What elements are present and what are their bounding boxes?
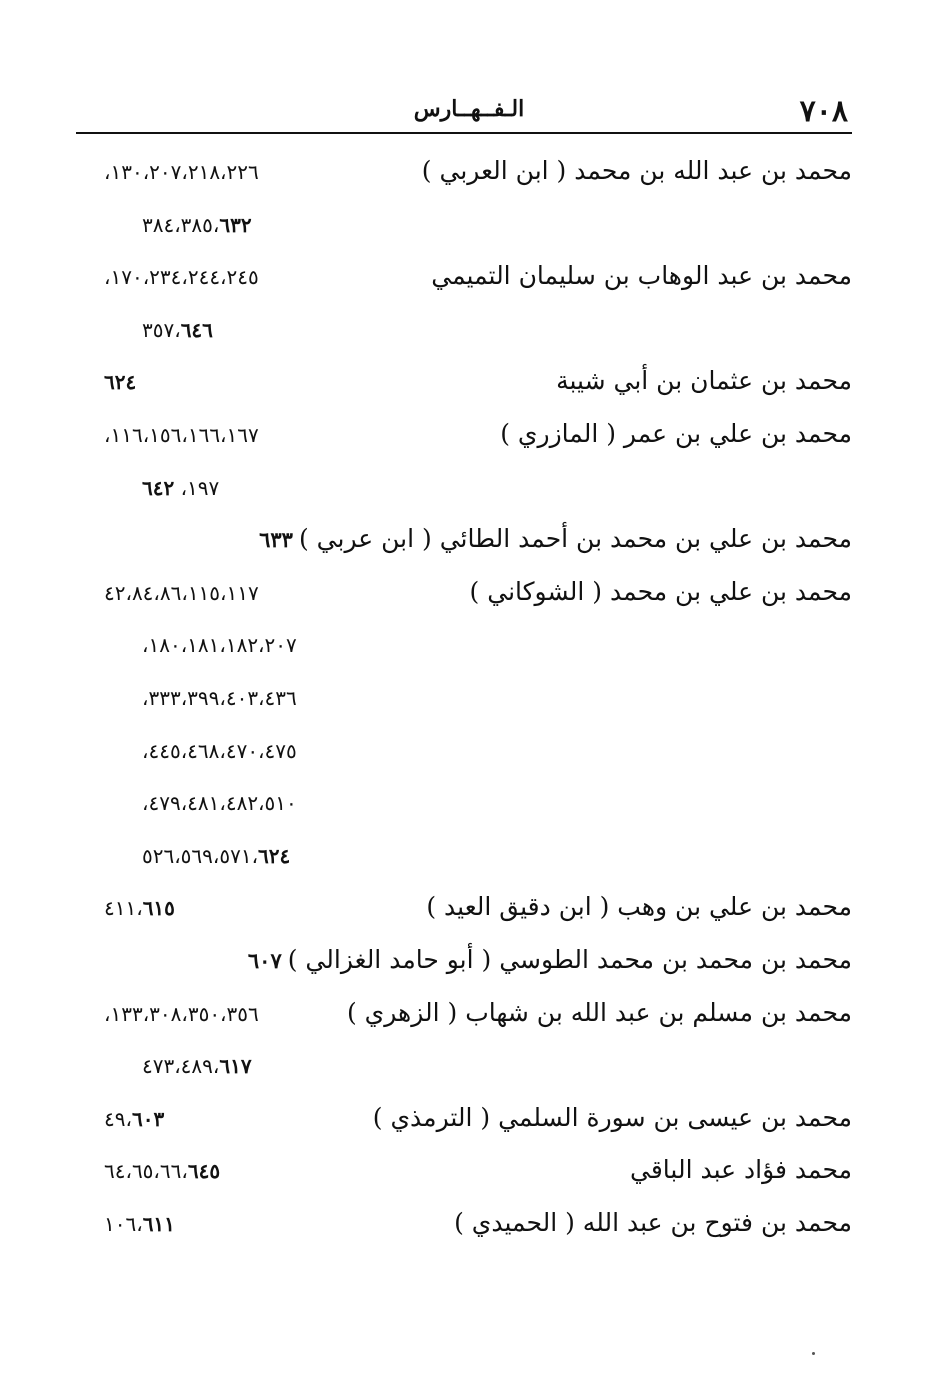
entry-pages: [142, 686, 402, 710]
index-entry: [80, 939, 852, 992]
entry-main-page: ٦٤٦: [180, 317, 213, 342]
entry-name: [422, 156, 852, 185]
entry-pages: [104, 1107, 404, 1131]
entry-page-list: ٤٤٥،٤٦٨،٤٧٠،٤٧٥،: [142, 738, 297, 763]
entry-main-page: ٦٠٣: [131, 1106, 165, 1131]
entry-main-page: ٦١٧: [219, 1054, 252, 1079]
entry-page-list: ١٨٠،١٨١،١٨٢،٢٠٧،: [142, 633, 297, 658]
entry-name-text: محمد بن عثمان بن أبي شيبة: [556, 366, 852, 396]
entry-pages: [142, 739, 402, 763]
page-header: [76, 92, 852, 132]
index-entry: [80, 1044, 852, 1097]
entry-page-list: ١٣٠،٢٠٧،٢١٨،٢٢٦،: [104, 160, 259, 184]
index-entry: [80, 729, 852, 782]
index-entry: [80, 1202, 852, 1255]
index-entry: [80, 518, 852, 571]
name-index-list: [80, 150, 852, 1254]
entry-name: [556, 366, 852, 395]
running-title: الـفــهــارس: [413, 96, 525, 122]
entry-pages: [142, 476, 402, 500]
entry-main-page: ٦٤٢: [142, 475, 175, 500]
index-entry: [80, 360, 852, 413]
entry-main-page: ٦٣٣: [259, 527, 293, 553]
index-entry: [80, 834, 852, 887]
entry-main-page: ٦٤٥: [187, 1159, 221, 1184]
entry-page-list: ٤١١،: [104, 896, 143, 921]
entry-pages: [142, 633, 402, 657]
entry-name-text: محمد بن علي بن محمد بن أحمد الطائي ( ابن عربي ): [298, 524, 852, 554]
entry-name: [259, 524, 852, 553]
entry-page-list: ٥٢٦،٥٦٩،٥٧١،: [142, 843, 259, 868]
index-entry: [80, 150, 852, 203]
entry-page-list: ١٣٣،٣٠٨،٣٥٠،٣٥٦،: [104, 1001, 259, 1026]
entry-pages: [104, 581, 404, 605]
index-entry: [80, 203, 852, 256]
entry-main-page: ٦٣٢: [219, 212, 252, 237]
entry-main-page: ٦٢٤: [258, 843, 291, 868]
entry-page-list: ٤٧٣،٤٨٩،: [142, 1054, 220, 1079]
entry-main-page: ٦١٥: [142, 896, 175, 921]
entry-main-page: ٦١١: [142, 1211, 175, 1236]
entry-page-list: ١٠٦،: [104, 1211, 143, 1236]
index-entry: [80, 466, 852, 519]
index-entry: [80, 1149, 852, 1202]
entry-name-text: محمد بن علي بن عمر ( المازري ): [500, 418, 852, 448]
entry-name-text: محمد فؤاد عبد الباقي: [630, 1155, 852, 1185]
entry-name-text: محمد بن عيسى بن سورة السلمي ( الترمذي ): [372, 1102, 852, 1132]
entry-name-text: محمد بن فتوح بن عبد الله ( الحميدي ): [454, 1207, 852, 1237]
entry-name: [248, 945, 852, 974]
entry-pages: [104, 370, 404, 394]
index-entry: [80, 571, 852, 624]
entry-name-text: محمد بن محمد بن محمد الطوسي ( أبو حامد الغزالي ): [287, 944, 852, 974]
header-rule: [76, 132, 852, 134]
entry-page-list: ٣٥٧،: [142, 317, 181, 342]
scan-speck: [812, 1352, 815, 1355]
entry-name: [454, 1208, 852, 1237]
index-entry: [80, 255, 852, 308]
entry-name: [426, 892, 852, 921]
entry-pages: [104, 1159, 404, 1183]
index-entry: [80, 413, 852, 466]
entry-pages: [104, 423, 404, 447]
entry-pages: [142, 844, 402, 868]
entry-page-list: ٣٣٣،٣٩٩،٤٠٣،٤٣٦،: [142, 685, 297, 710]
index-entry: [80, 992, 852, 1045]
entry-name: [470, 577, 852, 606]
entry-name: [500, 419, 852, 448]
index-entry: [80, 308, 852, 361]
entry-name-text: محمد بن مسلم بن عبد الله بن شهاب ( الزهري ): [346, 997, 852, 1027]
entry-name-text: محمد بن عبد الله بن محمد ( ابن العربي ): [421, 156, 852, 185]
index-entry: [80, 886, 852, 939]
entry-pages: [104, 265, 404, 289]
entry-name: [630, 1155, 852, 1184]
index-entry: [80, 781, 852, 834]
entry-name: [373, 1103, 852, 1132]
entry-pages: [104, 896, 404, 920]
entry-name-text: محمد بن عبد الوهاب بن سليمان التميمي: [431, 261, 852, 291]
entry-name: [347, 998, 852, 1027]
entry-name-text: محمد بن علي بن محمد ( الشوكاني ): [469, 576, 852, 606]
page-number: ٧٠٨: [799, 94, 848, 129]
entry-pages: [142, 791, 402, 815]
entry-main-page: ٦٢٤: [104, 370, 137, 395]
entry-name: [431, 261, 852, 290]
entry-pages: [104, 1002, 404, 1026]
entry-pages: [142, 1054, 402, 1078]
entry-pages: [104, 1212, 404, 1236]
index-entry: [80, 623, 852, 676]
entry-page-list: ٤٧٩،٤٨١،٤٨٢،٥١٠،: [142, 791, 297, 816]
entry-page-list: ٤٢،٨٤،٨٦،١١٥،١١٧: [104, 580, 259, 605]
entry-pages: [104, 160, 404, 184]
entry-name-text: محمد بن علي بن وهب ( ابن دقيق العيد ): [426, 892, 852, 922]
entry-page-list: ١٩٧،: [174, 475, 220, 500]
index-entry: [80, 676, 852, 729]
index-entry: [80, 1097, 852, 1150]
entry-pages: [142, 213, 402, 237]
entry-page-list: ٦٤،٦٥،٦٦،: [104, 1159, 188, 1184]
entry-pages: [142, 318, 402, 342]
entry-page-list: ١١٦،١٥٦،١٦٦،١٦٧،: [104, 422, 259, 447]
entry-page-list: ١٧٠،٢٣٤،٢٤٤،٢٤٥،: [104, 265, 259, 290]
entry-page-list: ٤٩،: [104, 1106, 132, 1131]
entry-page-list: ٣٨٤،٣٨٥،: [142, 212, 220, 237]
entry-main-page: ٦٠٧: [247, 947, 282, 973]
